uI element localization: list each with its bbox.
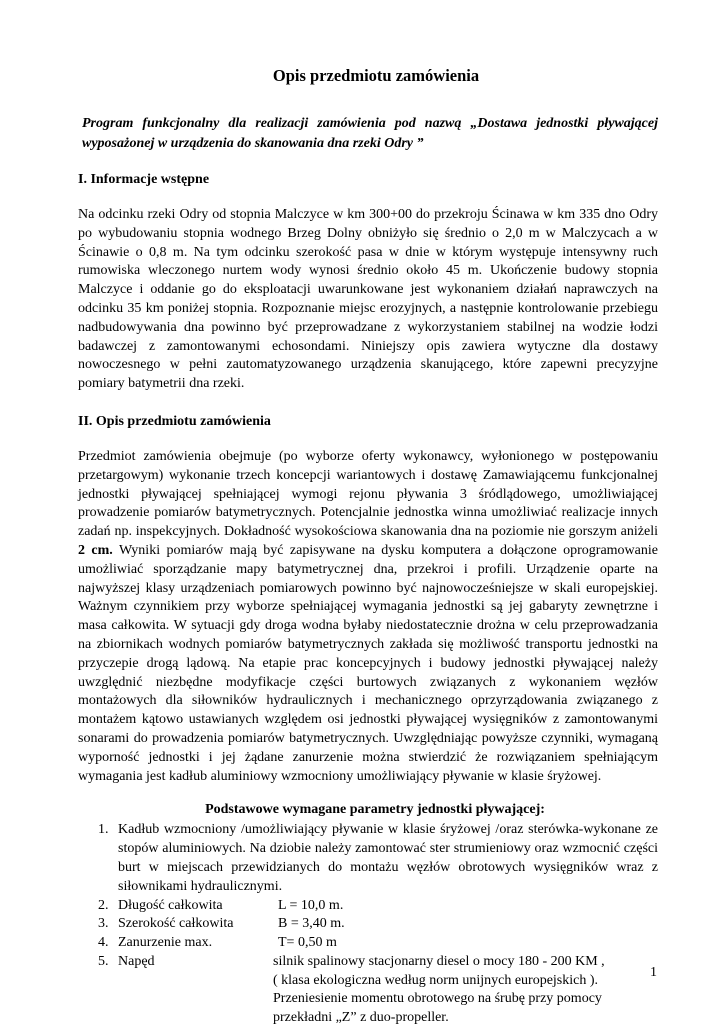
propulsion-line: ( klasa ekologiczna według norm unijnych europejskich ). [273, 972, 599, 988]
param-label-draft: Zanurzenie max. [118, 935, 213, 951]
param-label-length: Długość całkowita [118, 897, 223, 913]
list-item-number: 2. [98, 897, 109, 913]
param-value-width: B = 3,40 m. [278, 916, 345, 932]
propulsion-line: przekładni „Z” z duo-propeller. [273, 1010, 449, 1026]
document-page [78, 66, 658, 1028]
list-item [78, 934, 658, 953]
page-number: 1 [650, 965, 657, 980]
list-item [78, 915, 658, 934]
param-value-draft: T= 0,50 m [278, 935, 337, 951]
list-item [78, 897, 658, 916]
introduction-paragraph: Na odcinku rzeki Odry od stopnia Malczyce w km 300+00 do przekroju Ścinawa w km 335 dno Odry po wybudowaniu stopnia wodnego Brzeg Dolny obniżyło się średnio o 2,0 m w Malczycach a w Ścinawie o 0,8 m. Na tym odcinku szerokość pasa w dnie w którym występuje intensywny ruch rumowiska wleczonego nurtem wody wynosi średnio około 45 m. Ukończenie budowy stopnia Malczyce i oddanie go do eksploatacji uwarunkowane jest wykonaniem działań naprawczych na odcinku 35 km poniżej stopnia. Rozpoznanie miejsc erozyjnych, a następnie kontrolowanie przebiegu nadbudowywania dna powinno być przeprowadzane z wykorzystaniem stabilnej na wodzie łodzi badawczej z zamontowanymi echosondami. Niniejszy opis zawiera wytyczne dla dostawy nowoczesnego w pełni zautomatyzowanego urządzenia skanującego, które zapewni precyzyjne pomiary batymetrii dna rzeki. [78, 207, 658, 392]
list-item-text: Kadłub wzmocniony /umożliwiający pływanie w klasie śryżowej /oraz sterówka-wykonane ze stopów aluminiowych. Na dziobie należy zamontować ster strumieniowy oraz wzmocnić części burt w miejscach przewidzianych do montażu węzłów obrotowych wysięgników wraz z siłownikami hydraulicznymi. [118, 822, 658, 894]
parameters-list [78, 821, 658, 1028]
param-label-propulsion: Napęd [118, 953, 155, 969]
param-value-length: L = 10,0 m. [278, 897, 344, 913]
list-item-number: 5. [98, 953, 109, 969]
paragraph-text-part-2: Wyniki pomiarów mają być zapisywane na dysku komputera a dołączone oprogramowanie umożliwiać sporządzanie mapy batymetrycznej dna, przekroi i profili. Urządzenie oparte na najwyższej klasy urządzeniach pomiarowych powinno być najnowocześniejsze w skali europejskiej. Ważnym czynnikiem przy wyborze spełniającej wymagania jednostki są jej gabaryty zewnętrzne i masa całkowita. W sytuacji gdy droga wodna byłaby niedostatecznie drożna w celu przeprowadzania na zbiornikach wodnych pomiarów batymetrycznych zakłada się możliwość transportu jednostki na przyczepie drogą lądową. Na etapie prac koncepcyjnych i budowy jednostki pływającej należy uwzględnić niezbędne modyfikacje części burtowych związanych z wykonaniem węzłów montażowych dla siłowników hydraulicznych i mechanicznego oprzyrządowania związanego z montażem kątowo ustawianych względem osi jednostki pływającej wysięgników z zamontowanymi sonarami do prowadzenia pomiarów batymetrycznych. Uwzględniając powyższe czynniki, wymaganą wyporność jednostki i jej żądane zanurzenie można stwierdzić że rozwiązaniem spełniającym wymagania jest kadłub aluminiowy wzmocniony umożliwiający pływanie w klasie śryżowej. [78, 542, 658, 784]
section-heading-order-description: II. Opis przedmiotu zamówienia [78, 413, 271, 429]
section-heading-introduction: I. Informacje wstępne [78, 172, 210, 187]
propulsion-line: Przeniesienie momentu obrotowego na śrubę przy pomocy [273, 991, 602, 1007]
param-value-propulsion [273, 953, 658, 1028]
parameters-heading: Podstawowe wymagane parametry jednostki pływającej: [205, 802, 545, 818]
list-item-number: 4. [98, 935, 109, 951]
list-item-number: 3. [98, 916, 109, 932]
list-item [78, 953, 658, 1028]
page-title: Opis przedmiotu zamówienia [272, 66, 480, 85]
accuracy-value: 2 cm. [78, 542, 113, 558]
list-item [78, 821, 658, 896]
propulsion-line: silnik spalinowy stacjonarny diesel o mocy 180 - 200 KM , [273, 953, 605, 969]
order-description-paragraph [78, 448, 658, 786]
list-item-number: 1. [98, 822, 109, 838]
paragraph-text-part-1: Przedmiot zamówienia obejmuje (po wyborze oferty wykonawcy, wyłonionego w postępowaniu przetargowym) wykonanie trzech koncepcji wariantowych i dostawę Zamawiającemu funkcjonalnej jednostki pływającej spełniającej wymogi rejonu pływania 3 śródlądowego, umożliwiającej prowadzenie pomiarów batymetrycznych. Potencjalnie jednostka winna umożliwiać realizacje innych zadań np. inspekcyjnych. Dokładność wysokościowa skanowania dna na poziomie nie gorszym aniżeli [78, 448, 658, 540]
program-subtitle: Program funkcjonalny dla realizacji zamówienia pod nazwą „Dostawa jednostki pływającej wyposażonej w urządzenia do skanowania dna rzeki Odry ” [82, 116, 658, 151]
param-label-width: Szerokość całkowita [118, 916, 234, 932]
